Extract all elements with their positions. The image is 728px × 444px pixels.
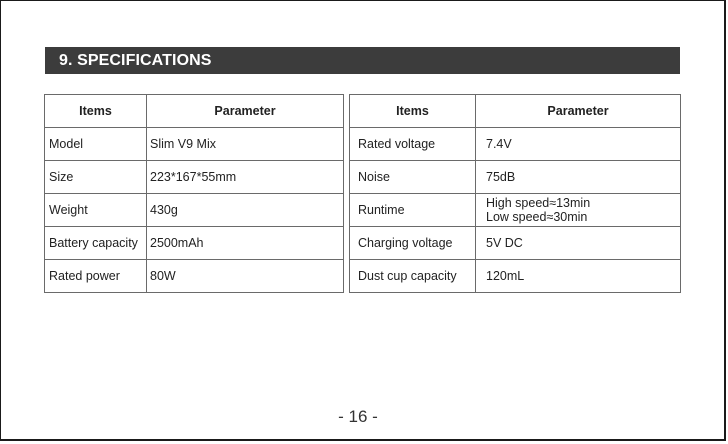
table-row <box>350 161 681 194</box>
table-header-row <box>45 95 344 128</box>
item-label: Rated voltage <box>350 128 476 161</box>
item-value: 5V DC <box>476 227 681 260</box>
item-label: Rated power <box>45 260 147 293</box>
item-value: 430g <box>147 194 344 227</box>
table-row <box>45 227 344 260</box>
page-number: - 16 - <box>338 407 378 426</box>
item-value-runtime <box>476 194 681 227</box>
table-header-row <box>350 95 681 128</box>
table-row <box>45 260 344 293</box>
item-value: 75dB <box>476 161 681 194</box>
item-label: Dust cup capacity <box>350 260 476 293</box>
specs-table-right <box>349 94 681 293</box>
table-row <box>45 194 344 227</box>
item-label: Noise <box>350 161 476 194</box>
item-value: Slim V9 Mix <box>147 128 344 161</box>
item-label: Runtime <box>350 194 476 227</box>
table-row <box>350 194 681 227</box>
table-row <box>45 161 344 194</box>
header-items: Items <box>45 95 147 128</box>
item-value: 7.4V <box>476 128 681 161</box>
item-label: Weight <box>45 194 147 227</box>
header-parameter: Parameter <box>147 95 344 128</box>
header-items: Items <box>350 95 476 128</box>
header-parameter: Parameter <box>476 95 681 128</box>
item-value: 80W <box>147 260 344 293</box>
item-label: Size <box>45 161 147 194</box>
table-row <box>350 128 681 161</box>
table-row <box>45 128 344 161</box>
item-label: Model <box>45 128 147 161</box>
item-value: 120mL <box>476 260 681 293</box>
item-label: Battery capacity <box>45 227 147 260</box>
table-row <box>350 260 681 293</box>
section-title: 9. SPECIFICATIONS <box>45 47 680 74</box>
item-label: Charging voltage <box>350 227 476 260</box>
runtime-high-speed: High speed≈13min <box>486 196 591 210</box>
item-value: 2500mAh <box>147 227 344 260</box>
item-value: 223*167*55mm <box>147 161 344 194</box>
specs-table-left <box>44 94 344 293</box>
table-row <box>350 227 681 260</box>
runtime-low-speed: Low speed≈30min <box>486 210 588 224</box>
